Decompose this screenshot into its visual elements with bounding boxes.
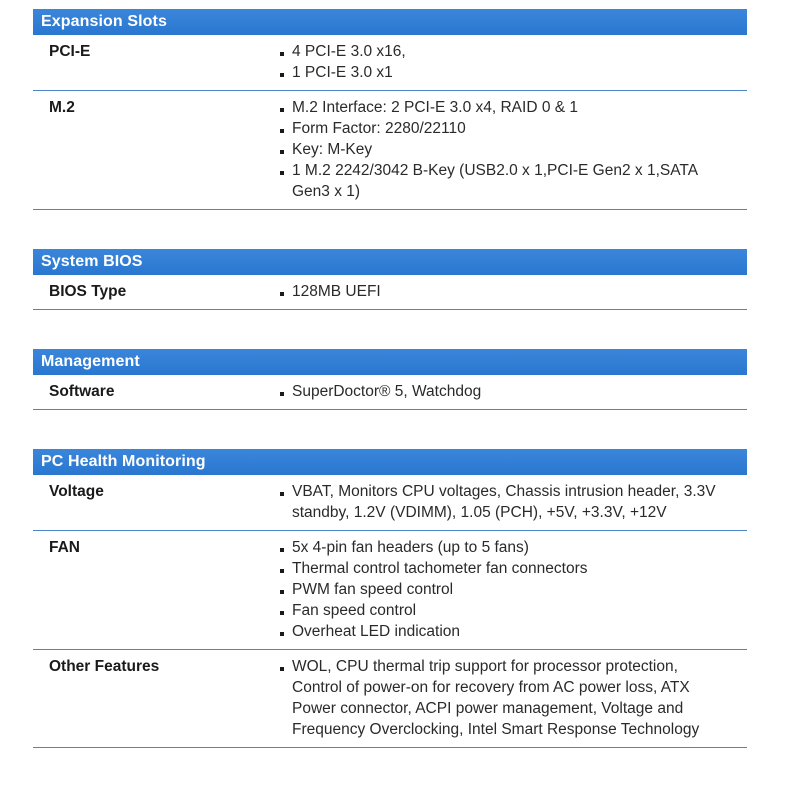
list-item bbox=[275, 41, 747, 62]
list-item-text: Key: M-Key bbox=[292, 141, 373, 158]
spec-row bbox=[33, 650, 747, 748]
list-item bbox=[275, 656, 747, 740]
spec-row bbox=[33, 275, 747, 310]
bullet-icon bbox=[280, 492, 284, 496]
spec-value-list bbox=[275, 281, 747, 302]
list-item-text: Fan speed control bbox=[292, 602, 417, 619]
bullet-icon bbox=[280, 392, 284, 396]
section-header: Management bbox=[33, 349, 747, 375]
spec-value-list bbox=[275, 656, 747, 740]
spec-value-list bbox=[275, 381, 747, 402]
list-item-text: 1 M.2 2242/3042 B-Key (USB2.0 x 1,PCI-E Gen2 x 1,SATA Gen3 x 1) bbox=[292, 162, 698, 200]
list-item bbox=[275, 381, 747, 402]
spec-value-list bbox=[275, 537, 747, 642]
bullet-icon bbox=[280, 667, 284, 671]
list-item bbox=[275, 118, 747, 139]
bullet-icon bbox=[280, 548, 284, 552]
bullet-icon bbox=[280, 150, 284, 154]
spec-row bbox=[33, 475, 747, 531]
bullet-icon bbox=[280, 590, 284, 594]
spec-row bbox=[33, 35, 747, 91]
list-item bbox=[275, 281, 747, 302]
list-item-text: WOL, CPU thermal trip support for processor protection, Control of power-on for recovery from AC power loss, ATX Power connector, ACPI power management, Voltage and Frequency Overclocking, Intel Smart Response Technology bbox=[292, 658, 700, 738]
list-item bbox=[275, 537, 747, 558]
list-item bbox=[275, 139, 747, 160]
section-header: Expansion Slots bbox=[33, 9, 747, 35]
list-item bbox=[275, 481, 747, 523]
bullet-icon bbox=[280, 611, 284, 615]
list-item-text: VBAT, Monitors CPU voltages, Chassis intrusion header, 3.3V standby, 1.2V (VDIMM), 1.05 (PCH), +5V, +3.3V, +12V bbox=[292, 483, 716, 521]
list-item bbox=[275, 97, 747, 118]
list-item bbox=[275, 621, 747, 642]
section-header: System BIOS bbox=[33, 249, 747, 275]
list-item-text: PWM fan speed control bbox=[292, 581, 454, 598]
bullet-icon bbox=[280, 632, 284, 636]
list-item-text: Overheat LED indication bbox=[292, 623, 461, 640]
list-item-text: 5x 4-pin fan headers (up to 5 fans) bbox=[292, 539, 529, 556]
list-item bbox=[275, 160, 747, 202]
spec-section bbox=[33, 9, 747, 210]
spec-row-label: Voltage bbox=[49, 483, 104, 500]
spec-row-label: Software bbox=[49, 383, 115, 400]
spec-section bbox=[33, 349, 747, 410]
bullet-icon bbox=[280, 569, 284, 573]
spec-row-label: BIOS Type bbox=[49, 283, 127, 300]
spec-row-label: M.2 bbox=[49, 99, 75, 116]
spec-row bbox=[33, 375, 747, 410]
bullet-icon bbox=[280, 52, 284, 56]
list-item-text: 4 PCI-E 3.0 x16, bbox=[292, 43, 406, 60]
spec-section bbox=[33, 449, 747, 748]
list-item bbox=[275, 558, 747, 579]
spec-row-label: PCI-E bbox=[49, 43, 91, 60]
spec-row bbox=[33, 531, 747, 650]
spec-value-list bbox=[275, 481, 747, 523]
list-item-text: 128MB UEFI bbox=[292, 283, 381, 300]
list-item-text: M.2 Interface: 2 PCI-E 3.0 x4, RAID 0 & 1 bbox=[292, 99, 579, 116]
list-item-text: Form Factor: 2280/22110 bbox=[292, 120, 466, 137]
spec-value-list bbox=[275, 41, 747, 83]
list-item bbox=[275, 62, 747, 83]
spec-row-label: Other Features bbox=[49, 658, 160, 675]
bullet-icon bbox=[280, 129, 284, 133]
list-item-text: 1 PCI-E 3.0 x1 bbox=[292, 64, 393, 81]
spec-value-list bbox=[275, 97, 747, 202]
spec-section bbox=[33, 249, 747, 310]
spec-table bbox=[33, 9, 747, 787]
bullet-icon bbox=[280, 171, 284, 175]
list-item bbox=[275, 579, 747, 600]
list-item bbox=[275, 600, 747, 621]
list-item-text: SuperDoctor® 5, Watchdog bbox=[292, 383, 482, 400]
bullet-icon bbox=[280, 108, 284, 112]
section-header: PC Health Monitoring bbox=[33, 449, 747, 475]
spec-row-label: FAN bbox=[49, 539, 80, 556]
list-item-text: Thermal control tachometer fan connectors bbox=[292, 560, 588, 577]
bullet-icon bbox=[280, 73, 284, 77]
spec-row bbox=[33, 91, 747, 210]
bullet-icon bbox=[280, 292, 284, 296]
